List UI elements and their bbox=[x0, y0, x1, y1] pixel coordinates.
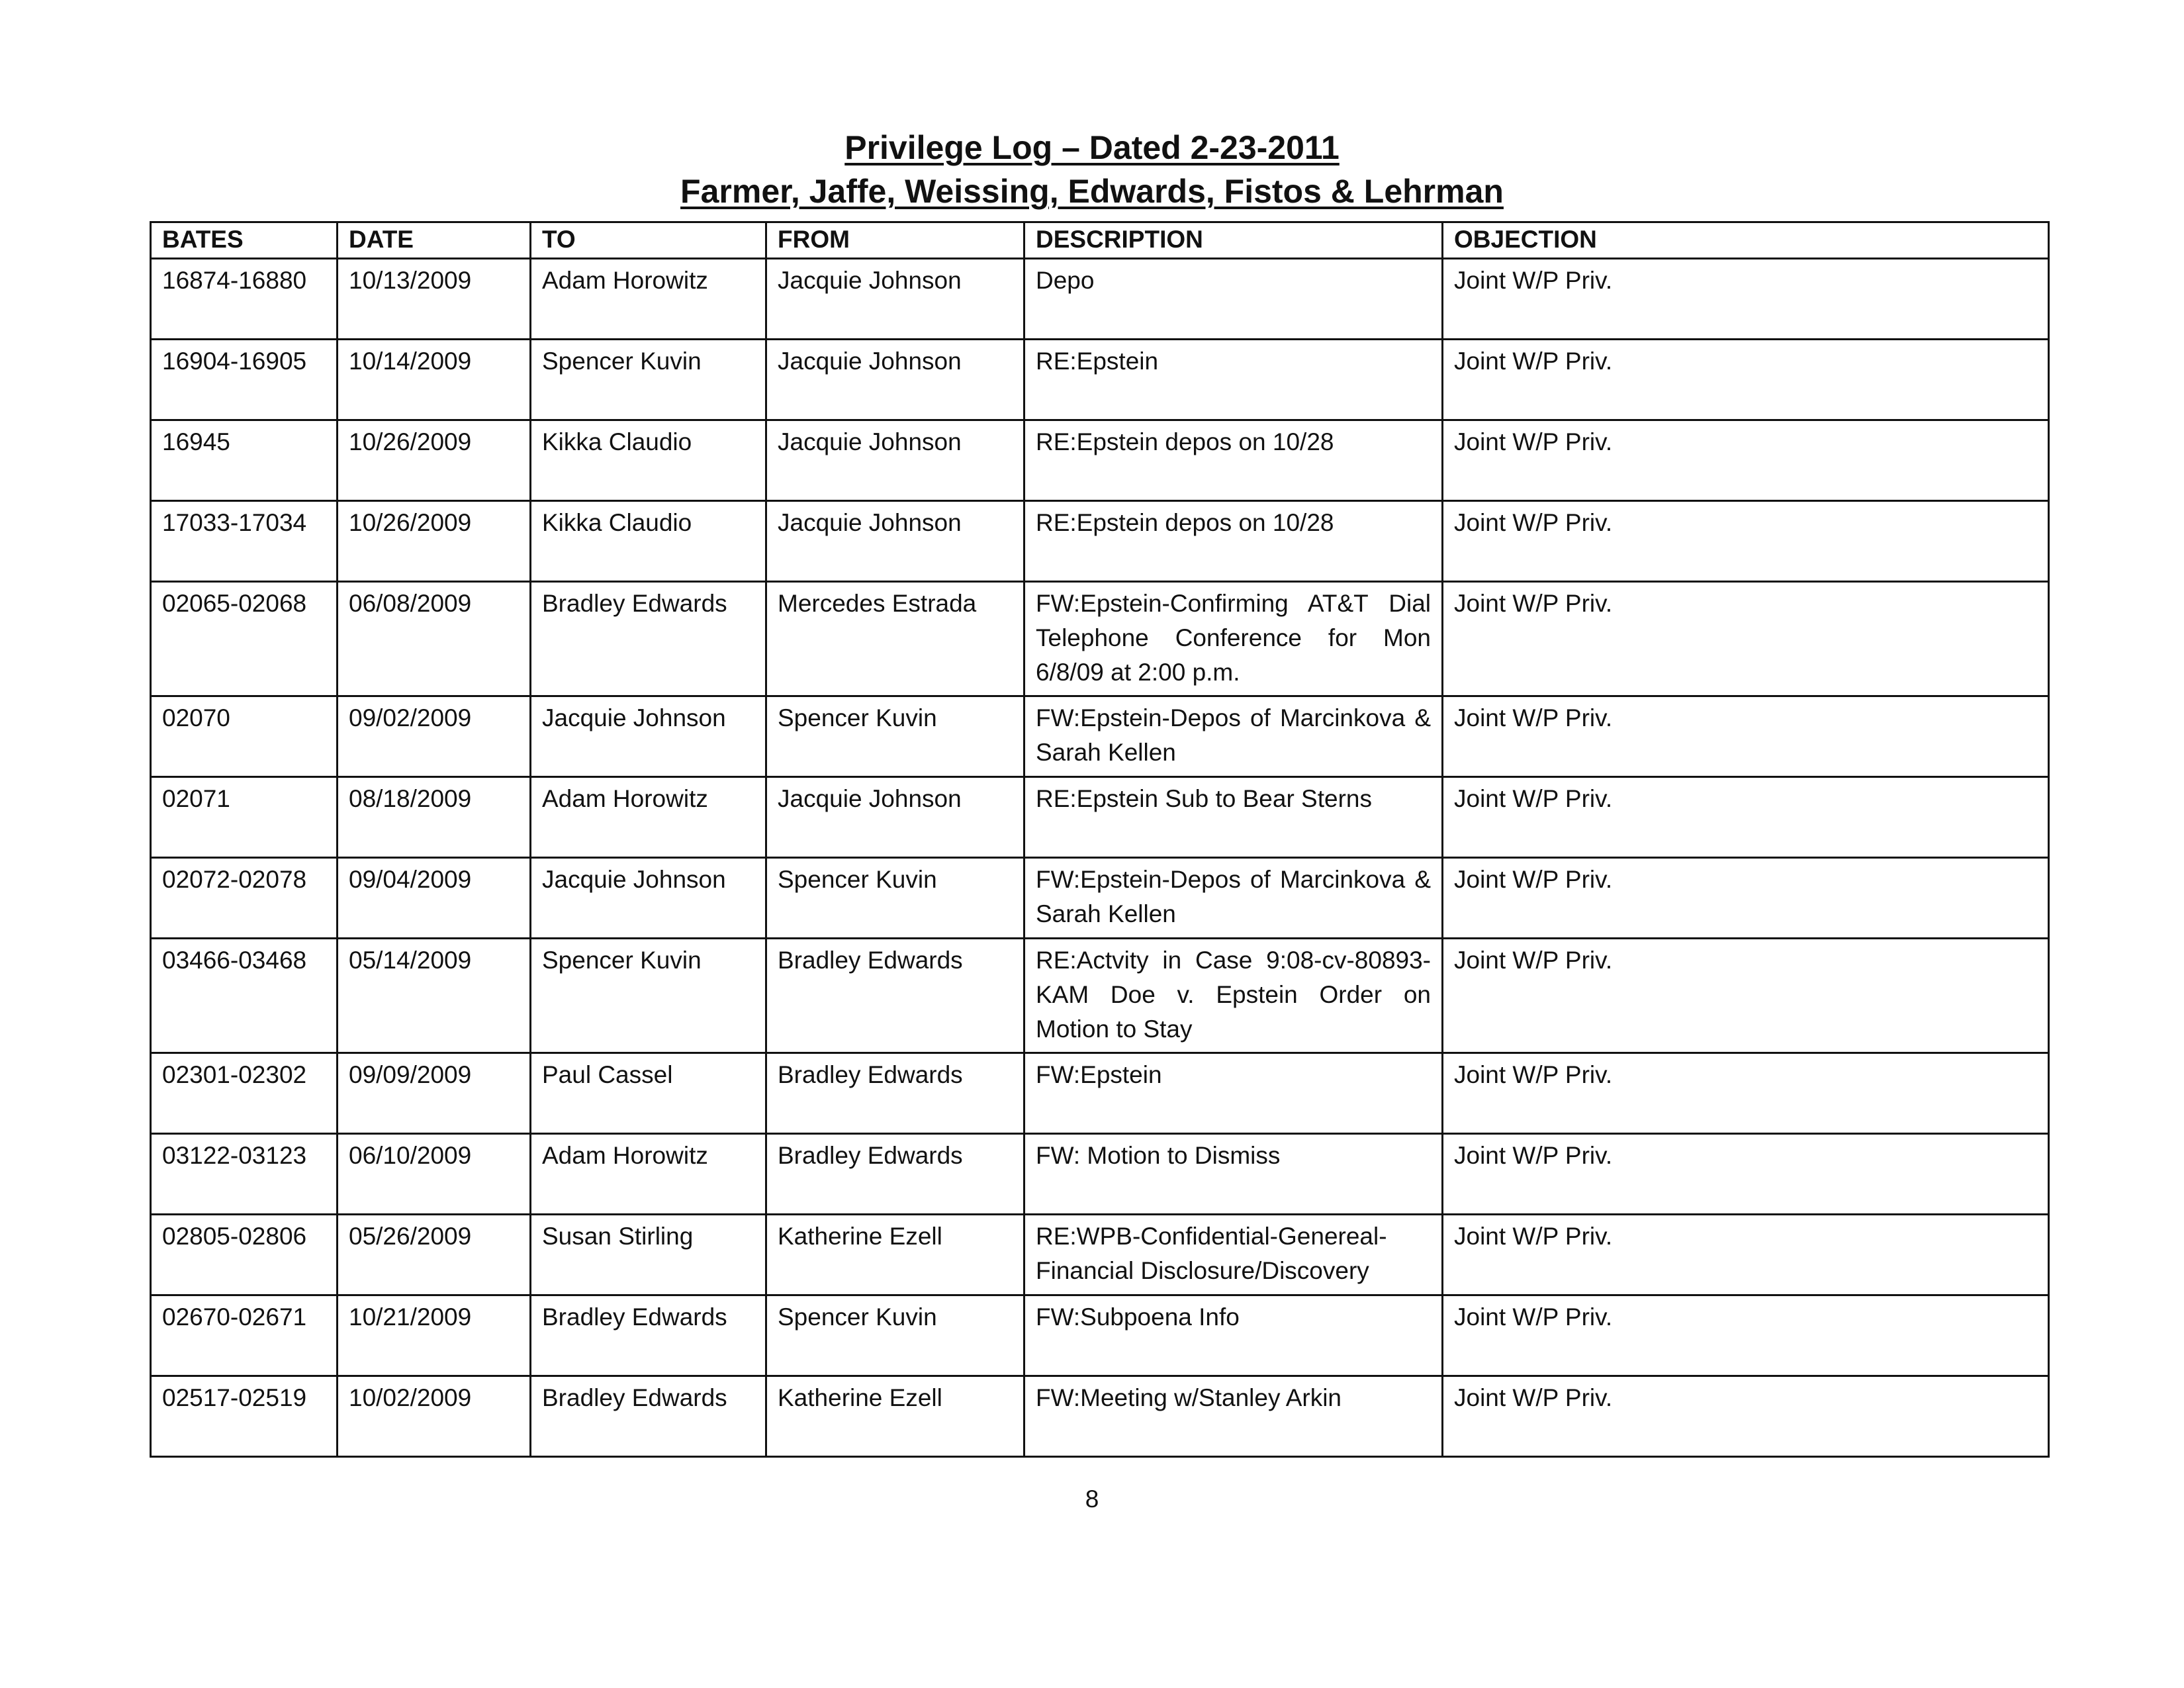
cell-description: RE:Epstein depos on 10/28 bbox=[1024, 501, 1443, 582]
cell-bates: 02065-02068 bbox=[151, 582, 338, 696]
cell-to: Spencer Kuvin bbox=[531, 340, 766, 420]
cell-date: 10/13/2009 bbox=[338, 259, 531, 340]
cell-date: 10/26/2009 bbox=[338, 420, 531, 501]
cell-description: FW:Epstein-Confirming AT&T Dial Telephone Conference for Mon 6/8/09 at 2:00 p.m. bbox=[1024, 582, 1443, 696]
cell-objection: Joint W/P Priv. bbox=[1443, 1053, 2049, 1134]
table-row bbox=[151, 939, 2049, 1053]
table-row bbox=[151, 1134, 2049, 1215]
cell-description: RE:Epstein bbox=[1024, 340, 1443, 420]
cell-objection: Joint W/P Priv. bbox=[1443, 501, 2049, 582]
cell-from: Bradley Edwards bbox=[766, 1053, 1024, 1134]
cell-objection: Joint W/P Priv. bbox=[1443, 340, 2049, 420]
cell-to: Spencer Kuvin bbox=[531, 939, 766, 1053]
cell-to: Paul Cassel bbox=[531, 1053, 766, 1134]
table-row bbox=[151, 1053, 2049, 1134]
header-from: FROM bbox=[766, 222, 1024, 259]
cell-bates: 02517-02519 bbox=[151, 1376, 338, 1457]
table-header-row bbox=[151, 222, 2049, 259]
cell-objection: Joint W/P Priv. bbox=[1443, 582, 2049, 696]
cell-date: 10/02/2009 bbox=[338, 1376, 531, 1457]
table-row bbox=[151, 1376, 2049, 1457]
cell-description: FW:Epstein-Depos of Marcinkova & Sarah Kellen bbox=[1024, 858, 1443, 939]
cell-description: FW:Subpoena Info bbox=[1024, 1295, 1443, 1376]
cell-from: Mercedes Estrada bbox=[766, 582, 1024, 696]
cell-to: Adam Horowitz bbox=[531, 259, 766, 340]
table-row bbox=[151, 259, 2049, 340]
cell-description: FW: Motion to Dismiss bbox=[1024, 1134, 1443, 1215]
cell-bates: 02805-02806 bbox=[151, 1215, 338, 1295]
cell-bates: 03122-03123 bbox=[151, 1134, 338, 1215]
cell-bates: 02670-02671 bbox=[151, 1295, 338, 1376]
cell-bates: 02070 bbox=[151, 696, 338, 777]
table-row bbox=[151, 1215, 2049, 1295]
cell-to: Bradley Edwards bbox=[531, 1295, 766, 1376]
header-bates: BATES bbox=[151, 222, 338, 259]
cell-to: Bradley Edwards bbox=[531, 582, 766, 696]
cell-objection: Joint W/P Priv. bbox=[1443, 1295, 2049, 1376]
table-row bbox=[151, 1295, 2049, 1376]
cell-description: RE:WPB-Confidential-Genereal-Financial Disclosure/Discovery bbox=[1024, 1215, 1443, 1295]
cell-objection: Joint W/P Priv. bbox=[1443, 259, 2049, 340]
document-title: Privilege Log – Dated 2-23-2011 bbox=[844, 129, 1340, 166]
header-date: DATE bbox=[338, 222, 531, 259]
cell-from: Jacquie Johnson bbox=[766, 777, 1024, 858]
cell-to: Bradley Edwards bbox=[531, 1376, 766, 1457]
cell-to: Jacquie Johnson bbox=[531, 858, 766, 939]
cell-description: FW:Meeting w/Stanley Arkin bbox=[1024, 1376, 1443, 1457]
cell-from: Katherine Ezell bbox=[766, 1376, 1024, 1457]
header-to: TO bbox=[531, 222, 766, 259]
cell-bates: 02301-02302 bbox=[151, 1053, 338, 1134]
privilege-log-table bbox=[150, 221, 2050, 1458]
cell-description: RE:Epstein Sub to Bear Sterns bbox=[1024, 777, 1443, 858]
cell-date: 05/26/2009 bbox=[338, 1215, 531, 1295]
cell-date: 06/10/2009 bbox=[338, 1134, 531, 1215]
header-objection: OBJECTION bbox=[1443, 222, 2049, 259]
cell-from: Jacquie Johnson bbox=[766, 340, 1024, 420]
cell-description: RE:Epstein depos on 10/28 bbox=[1024, 420, 1443, 501]
cell-date: 08/18/2009 bbox=[338, 777, 531, 858]
cell-date: 06/08/2009 bbox=[338, 582, 531, 696]
table-row bbox=[151, 340, 2049, 420]
cell-from: Jacquie Johnson bbox=[766, 259, 1024, 340]
header-description: DESCRIPTION bbox=[1024, 222, 1443, 259]
cell-bates: 16874-16880 bbox=[151, 259, 338, 340]
cell-bates: 16904-16905 bbox=[151, 340, 338, 420]
cell-to: Jacquie Johnson bbox=[531, 696, 766, 777]
table-row bbox=[151, 696, 2049, 777]
cell-date: 05/14/2009 bbox=[338, 939, 531, 1053]
cell-to: Kikka Claudio bbox=[531, 501, 766, 582]
cell-objection: Joint W/P Priv. bbox=[1443, 1376, 2049, 1457]
cell-from: Bradley Edwards bbox=[766, 1134, 1024, 1215]
cell-from: Bradley Edwards bbox=[766, 939, 1024, 1053]
cell-date: 10/21/2009 bbox=[338, 1295, 531, 1376]
cell-date: 09/04/2009 bbox=[338, 858, 531, 939]
table-row bbox=[151, 858, 2049, 939]
cell-objection: Joint W/P Priv. bbox=[1443, 696, 2049, 777]
cell-description: Depo bbox=[1024, 259, 1443, 340]
cell-to: Kikka Claudio bbox=[531, 420, 766, 501]
cell-objection: Joint W/P Priv. bbox=[1443, 1134, 2049, 1215]
cell-date: 09/09/2009 bbox=[338, 1053, 531, 1134]
cell-date: 09/02/2009 bbox=[338, 696, 531, 777]
table-row bbox=[151, 582, 2049, 696]
cell-description: FW:Epstein bbox=[1024, 1053, 1443, 1134]
page-number: 8 bbox=[1085, 1485, 1099, 1513]
cell-bates: 17033-17034 bbox=[151, 501, 338, 582]
cell-bates: 16945 bbox=[151, 420, 338, 501]
cell-description: RE:Actvity in Case 9:08-cv-80893-KAM Doe v. Epstein Order on Motion to Stay bbox=[1024, 939, 1443, 1053]
cell-bates: 02071 bbox=[151, 777, 338, 858]
table-row bbox=[151, 501, 2049, 582]
cell-date: 10/26/2009 bbox=[338, 501, 531, 582]
cell-date: 10/14/2009 bbox=[338, 340, 531, 420]
cell-to: Adam Horowitz bbox=[531, 1134, 766, 1215]
table-row bbox=[151, 777, 2049, 858]
cell-from: Spencer Kuvin bbox=[766, 1295, 1024, 1376]
cell-from: Spencer Kuvin bbox=[766, 696, 1024, 777]
document-subtitle: Farmer, Jaffe, Weissing, Edwards, Fistos & Lehrman bbox=[680, 173, 1504, 210]
cell-objection: Joint W/P Priv. bbox=[1443, 777, 2049, 858]
cell-bates: 03466-03468 bbox=[151, 939, 338, 1053]
cell-from: Katherine Ezell bbox=[766, 1215, 1024, 1295]
cell-from: Jacquie Johnson bbox=[766, 420, 1024, 501]
cell-description: FW:Epstein-Depos of Marcinkova & Sarah Kellen bbox=[1024, 696, 1443, 777]
cell-from: Jacquie Johnson bbox=[766, 501, 1024, 582]
cell-from: Spencer Kuvin bbox=[766, 858, 1024, 939]
cell-objection: Joint W/P Priv. bbox=[1443, 420, 2049, 501]
cell-objection: Joint W/P Priv. bbox=[1443, 858, 2049, 939]
cell-bates: 02072-02078 bbox=[151, 858, 338, 939]
document-title-block bbox=[0, 126, 2184, 213]
cell-objection: Joint W/P Priv. bbox=[1443, 939, 2049, 1053]
cell-to: Susan Stirling bbox=[531, 1215, 766, 1295]
table-row bbox=[151, 420, 2049, 501]
cell-to: Adam Horowitz bbox=[531, 777, 766, 858]
cell-objection: Joint W/P Priv. bbox=[1443, 1215, 2049, 1295]
